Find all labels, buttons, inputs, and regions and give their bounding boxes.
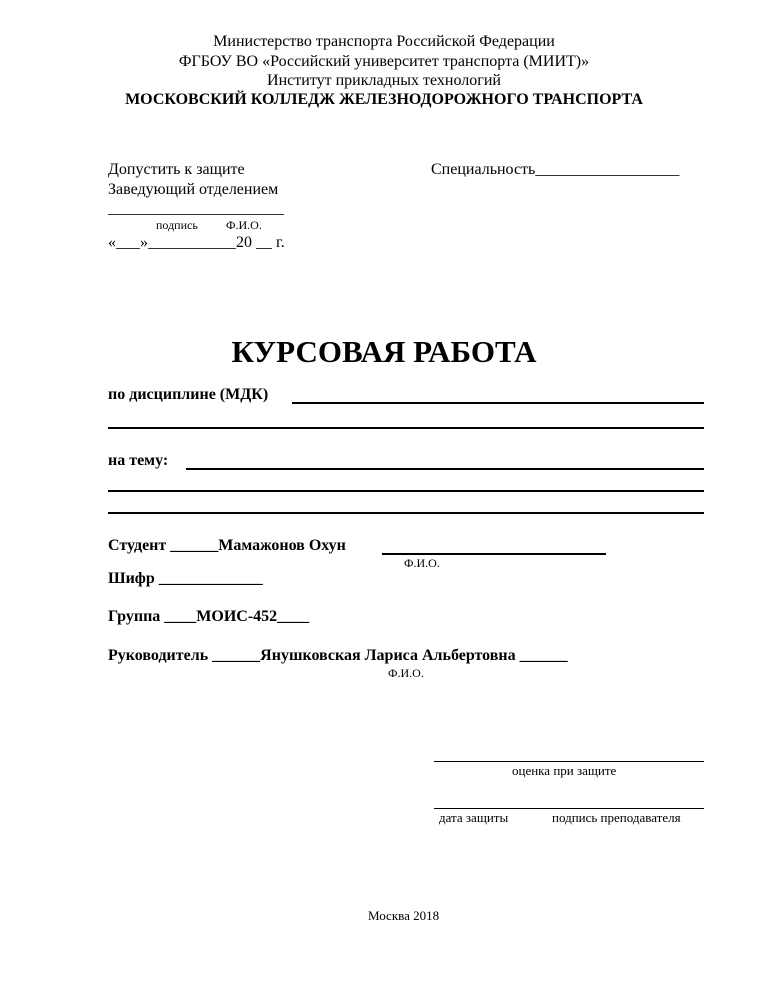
supervisor-field: Руководитель ______Янушковская Лариса Альбертовна ______ [108, 647, 568, 664]
student-line-tail [382, 553, 606, 555]
grade-caption: оценка при защите [512, 763, 617, 778]
university-line: ФГБОУ ВО «Российский университет транспорта (МИИТ)» [178, 53, 590, 70]
student-field: Студент ______Мамажонов Охун [108, 537, 346, 554]
signature-caption: подпись [156, 218, 198, 232]
topic-line-1 [186, 468, 704, 470]
head-label: Заведующий отделением [108, 181, 279, 198]
fio-caption-approval: Ф.И.О. [226, 218, 262, 232]
discipline-line-2 [108, 427, 704, 429]
city-year: Москва 2018 [368, 908, 440, 923]
page-title: КУРСОВАЯ РАБОТА [231, 334, 537, 369]
topic-line-3 [108, 512, 704, 514]
group-field: Группа ____МОИС-452____ [108, 608, 310, 625]
student-fio-caption: Ф.И.О. [404, 556, 440, 570]
discipline-line-1 [292, 402, 704, 404]
ministry-line: Министерство транспорта Российской Федерации [213, 33, 555, 50]
discipline-label: по дисциплине (МДК) [108, 386, 269, 403]
supervisor-fio-caption: Ф.И.О. [388, 666, 424, 680]
signature-line: ______________________ [108, 200, 284, 217]
topic-line-2 [108, 490, 704, 492]
specialty-field: Специальность__________________ [431, 161, 680, 178]
defense-date-caption: дата защиты [439, 810, 509, 825]
admit-label: Допустить к защите [108, 161, 245, 178]
topic-label: на тему: [108, 452, 169, 469]
date-line: «___»___________20 __ г. [108, 234, 285, 251]
cipher-field: Шифр _____________ [108, 570, 263, 587]
teacher-sign-caption: подпись преподавателя [552, 810, 681, 825]
grade-line [434, 761, 704, 762]
college-line: МОСКОВСКИЙ КОЛЛЕДЖ ЖЕЛЕЗНОДОРОЖНОГО ТРАНСПОРТА [125, 91, 643, 108]
institute-line: Институт прикладных технологий [267, 72, 501, 89]
date-teacher-line [434, 808, 704, 809]
